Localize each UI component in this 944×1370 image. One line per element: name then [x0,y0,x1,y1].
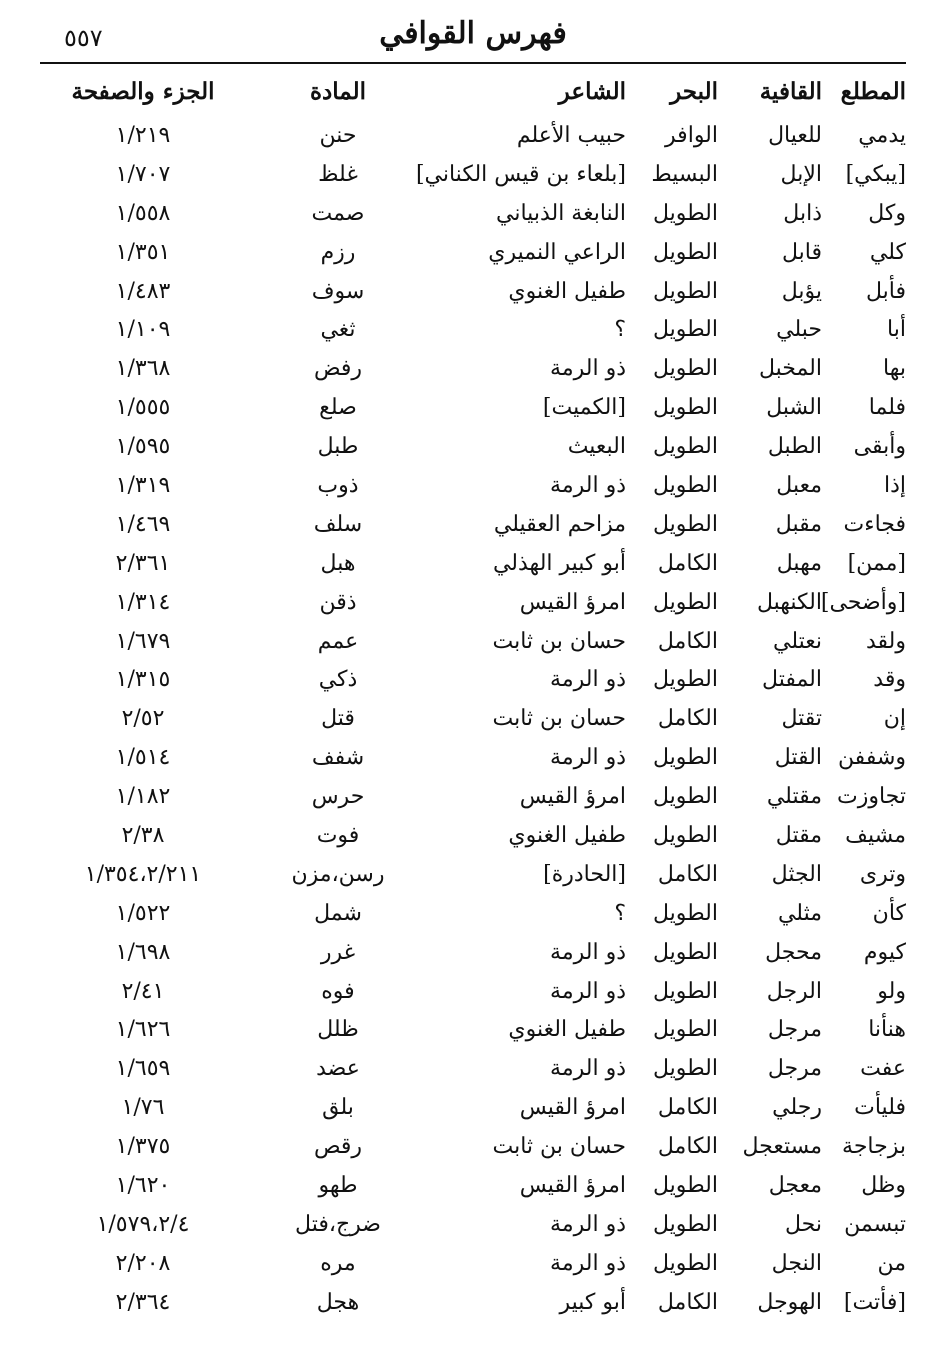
column-header-rhyme: القافية [759,77,822,105]
cell-meter: الطويل [652,200,718,226]
cell-rhyme-word: مستعجل [742,1134,822,1160]
cell-opening-word: وترى [859,861,906,887]
table-row [40,1010,906,1049]
cell-root: هجل [316,1289,360,1315]
cell-root: رفض [313,356,363,382]
table-row [40,1127,906,1166]
cell-opening-word: عفت [860,1056,906,1082]
cell-rhyme-word: المفتل [762,667,822,693]
cell-volume-page: ١/٦٥٩ [115,1056,171,1082]
cell-opening-word: فجاءت [843,511,906,537]
cell-rhyme-word: رجلي [772,1095,822,1121]
cell-opening-word: بها [883,356,906,382]
cell-volume-page: ١/٥١٤ [115,745,171,771]
cell-opening-word: وظل [861,1172,906,1198]
table-row [40,1088,906,1127]
table-row [40,116,906,155]
table-row [40,1049,906,1088]
cell-root: رزم [320,239,356,265]
cell-root: طهو [318,1172,358,1198]
table-row [40,466,906,505]
cell-poet: حسان بن ثابت [492,628,626,654]
cell-meter: الكامل [657,1095,718,1121]
cell-root: حنن [319,122,357,148]
cell-root: سوف [311,278,365,304]
cell-poet: ؟ [614,900,626,926]
cell-poet: ذو الرمة [550,939,626,965]
cell-meter: الكامل [657,1134,718,1160]
cell-opening-word: فأبل [865,278,906,304]
cell-root: فوت [316,822,360,848]
cell-meter: الطويل [652,1017,718,1043]
cell-rhyme-word: الشبل [766,395,822,421]
cell-volume-page: ١/٣٧٥ [115,1134,171,1160]
cell-poet: امرؤ القيس [519,1172,626,1198]
page-title: فهرس القوافي [379,16,567,51]
table-row [40,388,906,427]
cell-opening-word: [فأتت] [843,1289,906,1315]
cell-meter: الكامل [657,550,718,576]
cell-meter: الطويل [652,1250,718,1276]
page-header [40,10,906,62]
cell-opening-word: يدمي [858,122,906,148]
header-rule [40,62,906,64]
cell-poet: امرؤ القيس [519,589,626,615]
cell-root: ضرج،فتل [295,1211,381,1237]
cell-poet: [الكميت] [542,395,626,421]
cell-root: سلف [313,511,363,537]
cell-volume-page: ١/٣١٩ [115,472,171,498]
cell-opening-word: فليأت [854,1095,906,1121]
cell-opening-word: كأن [872,900,906,926]
table-row [40,738,906,777]
cell-root: هبل [320,550,356,576]
cell-meter: الطويل [652,978,718,1004]
cell-meter: الطويل [652,239,718,265]
cell-poet: حسان بن ثابت [492,706,626,732]
cell-opening-word: ولو [877,978,906,1004]
cell-root: قتل [321,706,355,732]
cell-opening-word: وشففن [837,745,906,771]
cell-rhyme-word: للعيال [768,122,822,148]
cell-opening-word: أبا [887,317,906,343]
cell-meter: الطويل [652,395,718,421]
cell-poet: البعيث [567,434,626,460]
cell-rhyme-word: الرجل [766,978,822,1004]
cell-meter: الكامل [657,861,718,887]
cell-volume-page: ٢/٥٢ [121,706,165,732]
cell-root: غرر [320,939,356,965]
cell-meter: الطويل [652,511,718,537]
cell-volume-page: ١/٦٩٨ [115,939,171,965]
cell-rhyme-word: الهوجل [757,1289,822,1315]
table-row [40,1283,906,1322]
cell-rhyme-word: مقبل [775,511,822,537]
cell-volume-page: ٢/٢٠٨ [115,1250,171,1276]
cell-opening-word: [يبكي] [845,161,906,187]
cell-meter: البسيط [651,161,718,187]
cell-root: حرس [311,784,365,810]
column-header-volume-page: الجزء والصفحة [71,77,215,105]
cell-meter: الطويل [652,317,718,343]
table-row [40,933,906,972]
table-row [40,233,906,272]
cell-volume-page: ٢/٣٦٤ [115,1289,171,1315]
cell-opening-word: إذا [883,472,906,498]
cell-opening-word: [ممن] [847,550,906,576]
cell-rhyme-word: نحل [785,1211,822,1237]
cell-volume-page: ١/٣١٤ [115,589,171,615]
cell-rhyme-word: الجثل [771,861,822,887]
cell-volume-page: ٢/٤١ [121,978,165,1004]
cell-root: صلع [319,395,357,421]
cell-rhyme-word: المخبل [758,356,822,382]
cell-rhyme-word: النجل [771,1250,822,1276]
cell-root: فوه [321,978,355,1004]
table-row [40,855,906,894]
cell-rhyme-word: الكنهبل [756,589,822,615]
cell-root: رسن،مزن [291,861,385,887]
cell-root: عضد [316,1056,360,1082]
cell-rhyme-word: معجل [768,1172,822,1198]
cell-meter: الطويل [652,356,718,382]
cell-opening-word: وقد [873,667,906,693]
cell-volume-page: ١/٧٦ [121,1095,165,1121]
table-row [40,583,906,622]
cell-rhyme-word: حبلي [776,317,822,343]
table-row [40,272,906,311]
cell-volume-page: ١/٧٠٧ [115,161,171,187]
cell-root: ذوب [317,472,359,498]
cell-poet: النابغة الذبياني [496,200,626,226]
cell-meter: الكامل [657,1289,718,1315]
cell-rhyme-word: يؤبل [781,278,822,304]
cell-root: بلق [322,1095,354,1121]
table-row [40,894,906,933]
cell-opening-word: هنأنا [868,1017,906,1043]
cell-opening-word: تبسمن [844,1211,906,1237]
cell-meter: الطويل [652,822,718,848]
cell-opening-word: وكل [868,200,906,226]
table-row [40,777,906,816]
cell-meter: الوافر [665,122,718,148]
cell-volume-page: ١/٥٥٥ [115,395,171,421]
cell-poet: امرؤ القيس [519,1095,626,1121]
cell-poet: أبو كبير [559,1289,626,1315]
cell-poet: ذو الرمة [550,472,626,498]
cell-poet: مزاحم العقيلي [493,511,626,537]
table-row [40,1166,906,1205]
cell-root: رقص [313,1134,363,1160]
cell-meter: الطويل [652,1211,718,1237]
table-row [40,660,906,699]
cell-root: مره [320,1250,356,1276]
cell-volume-page: ١/٦٢٦ [115,1017,171,1043]
cell-rhyme-word: مرجل [767,1017,822,1043]
cell-volume-page: ١/٣٥٤،٢/٢١١ [84,861,202,887]
cell-poet: امرؤ القيس [519,784,626,810]
cell-meter: الطويل [652,745,718,771]
cell-opening-word: [وأضحى] [820,589,906,615]
cell-rhyme-word: الإبل [780,161,822,187]
cell-poet: ذو الرمة [550,356,626,382]
cell-poet: ذو الرمة [550,1211,626,1237]
cell-volume-page: ١/٥٩٥ [115,434,171,460]
cell-meter: الكامل [657,706,718,732]
table-row [40,816,906,855]
table-row [40,1244,906,1283]
cell-poet: [الحادرة] [543,861,626,887]
cell-volume-page: ١/٢١٩ [115,122,171,148]
column-header-poet: الشاعر [558,77,626,105]
cell-poet: ذو الرمة [550,1250,626,1276]
cell-opening-word: وأبقى [853,434,906,460]
cell-poet: حسان بن ثابت [492,1134,626,1160]
cell-volume-page: ١/١٠٩ [115,317,171,343]
table-row [40,194,906,233]
cell-meter: الطويل [652,589,718,615]
cell-volume-page: ١/٤٦٩ [115,511,171,537]
cell-rhyme-word: القتل [774,745,822,771]
cell-poet: ذو الرمة [550,745,626,771]
cell-rhyme-word: تقتل [781,706,822,732]
cell-opening-word: بزجاجة [842,1134,906,1160]
cell-poet: ذو الرمة [550,978,626,1004]
cell-volume-page: ٢/٣٦١ [115,550,171,576]
cell-root: ذكي [318,667,358,693]
cell-rhyme-word: نعتلي [773,628,822,654]
table-row [40,155,906,194]
cell-meter: الطويل [652,472,718,498]
cell-root: ثغي [320,317,356,343]
cell-rhyme-word: مهبل [776,550,822,576]
table-row [40,972,906,1011]
cell-poet: حبيب الأعلم [516,122,626,148]
cell-rhyme-word: مثلي [777,900,822,926]
cell-volume-page: ١/١٨٢ [115,784,171,810]
cell-rhyme-word: الطبل [767,434,822,460]
table-row [40,310,906,349]
cell-rhyme-word: قابل [781,239,822,265]
cell-poet: طفيل الغنوي [508,1017,626,1043]
cell-root: ذقن [319,589,357,615]
page-number: ٥٥٧ [64,24,103,52]
cell-meter: الطويل [652,784,718,810]
table-row [40,427,906,466]
table-row [40,349,906,388]
cell-volume-page: ١/٣٦٨ [115,356,171,382]
cell-meter: الطويل [652,278,718,304]
table-row [40,544,906,583]
cell-opening-word: ولقد [865,628,906,654]
cell-volume-page: ١/٦٢٠ [115,1172,171,1198]
table-row [40,1205,906,1244]
cell-poet: الراعي النميري [488,239,626,265]
rhymes-index-table [40,70,906,1322]
cell-opening-word: مشيف [845,822,906,848]
cell-meter: الطويل [652,1172,718,1198]
cell-root: صمت [311,200,365,226]
cell-meter: الطويل [652,900,718,926]
cell-poet: أبو كبير الهذلي [492,550,626,576]
cell-opening-word: كلي [869,239,906,265]
cell-root: عمم [317,628,359,654]
cell-rhyme-word: مقتلي [766,784,822,810]
column-header-meter: البحر [670,77,718,105]
cell-opening-word: من [877,1250,906,1276]
table-row [40,505,906,544]
cell-volume-page: ١/٦٧٩ [115,628,171,654]
table-header-row [40,70,906,112]
cell-meter: الطويل [652,939,718,965]
cell-volume-page: ١/٥٧٩،٢/٤ [96,1211,190,1237]
cell-poet: [بلعاء بن قيس الكناني] [415,161,626,187]
cell-opening-word: إن [883,706,906,732]
cell-rhyme-word: معبل [776,472,822,498]
cell-root: شفف [311,745,365,771]
cell-rhyme-word: مقتل [775,822,822,848]
table-row [40,699,906,738]
cell-meter: الطويل [652,434,718,460]
cell-rhyme-word: ذابل [783,200,822,226]
cell-opening-word: كيوم [863,939,906,965]
cell-volume-page: ٢/٣٨ [121,822,165,848]
cell-root: طبل [317,434,359,460]
cell-rhyme-word: مرجل [767,1056,822,1082]
cell-opening-word: تجاوزت [837,784,906,810]
cell-volume-page: ١/٥٢٢ [115,900,171,926]
cell-volume-page: ١/٣١٥ [115,667,171,693]
cell-poet: طفيل الغنوي [508,822,626,848]
cell-meter: الطويل [652,1056,718,1082]
cell-volume-page: ١/٥٥٨ [115,200,171,226]
cell-meter: الكامل [657,628,718,654]
column-header-opening: المطلع [840,77,906,105]
column-header-root: المادة [310,77,366,105]
cell-poet: ذو الرمة [550,667,626,693]
cell-poet: طفيل الغنوي [508,278,626,304]
cell-root: شمل [314,900,362,926]
cell-root: ظلل [317,1017,359,1043]
cell-poet: ؟ [614,317,626,343]
cell-opening-word: فلما [868,395,906,421]
cell-volume-page: ١/٣٥١ [115,239,171,265]
table-row [40,622,906,661]
cell-volume-page: ١/٤٨٣ [115,278,171,304]
cell-meter: الطويل [652,667,718,693]
cell-rhyme-word: محجل [765,939,822,965]
cell-poet: ذو الرمة [550,1056,626,1082]
cell-root: غلظ [318,161,358,187]
